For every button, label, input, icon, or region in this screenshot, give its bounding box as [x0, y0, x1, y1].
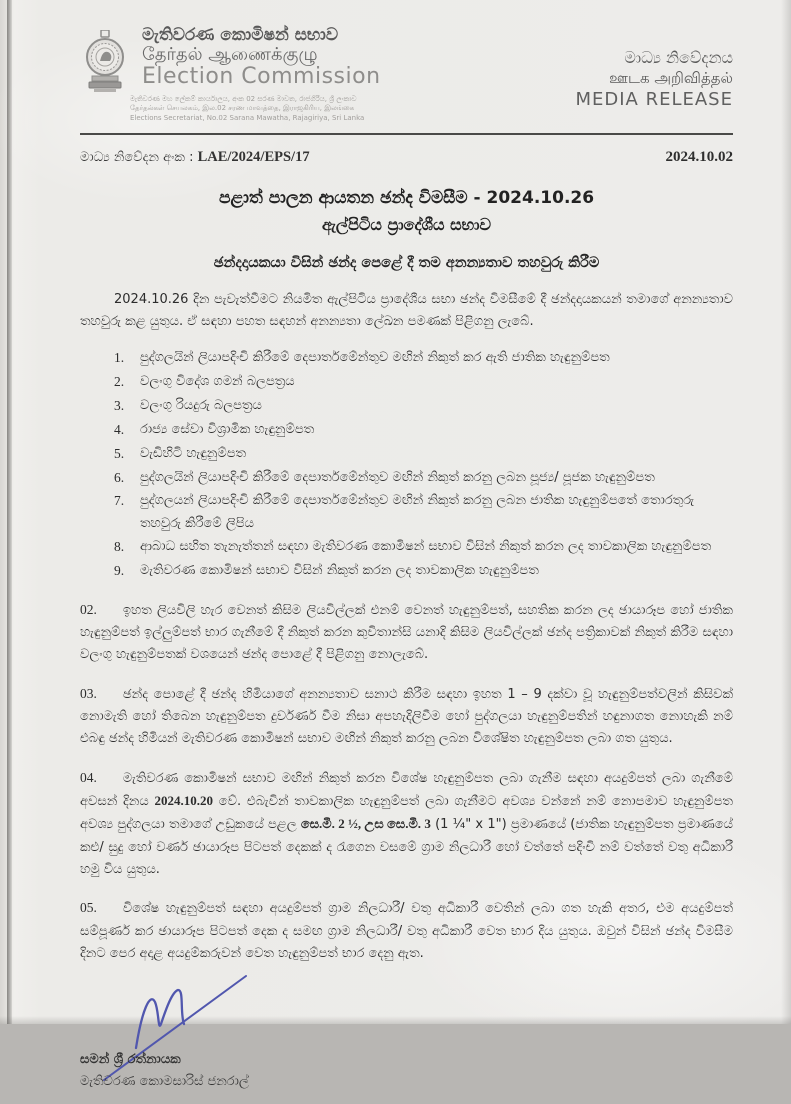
- org-name-tamil: தேர்தல் ஆணைக்குழு: [142, 44, 318, 66]
- list-item-number: 2.: [114, 373, 125, 389]
- list-item-number: 8.: [114, 538, 125, 554]
- reference-row: [80, 149, 733, 166]
- list-item: [114, 395, 733, 418]
- header-divider-rule: [80, 133, 733, 135]
- list-item-number: 1.: [114, 349, 125, 365]
- title-line-1: පළාත් පාලන ආයතන ඡන්ද විමසීම - 2024.10.26: [218, 188, 595, 209]
- numbered-paragraphs: [80, 598, 733, 966]
- document-subtitle: ඡන්දදායකයා විසින් ඡන්ද පෙළේ දී තම අනන්‍යතාව තහවුරු කිරීම: [213, 255, 600, 272]
- media-release-tamil: ஊடக அறிவித்தல்: [609, 68, 733, 87]
- numbered-paragraph: [80, 598, 733, 667]
- list-item-number: 9.: [114, 562, 125, 578]
- list-item: [114, 443, 733, 466]
- election-commission-emblem-logo: [80, 30, 130, 94]
- title-line-2: ඇල්පිටිය ප්‍රාදේශීය සභාව: [322, 215, 491, 235]
- letterhead: [80, 26, 733, 123]
- list-item-text: වලංගු විදේශ ගමන් බලපත්‍රය: [140, 373, 295, 389]
- document-title: [80, 188, 733, 235]
- org-name-sinhala: මැතිවරණ කොමිෂන් සභාව: [142, 25, 339, 45]
- signatory-name: සමන් ශ්‍රී රත්නායක: [80, 1051, 181, 1067]
- list-item-text: මැතිවරණ කොමිෂන් සභාව විසින් නිකුත් කරන ලද තාවකාලික හැඳුනුම්පත: [140, 562, 539, 578]
- numbered-paragraph: [80, 682, 733, 751]
- list-item-number: 5.: [114, 445, 125, 461]
- paragraph-number: 02.: [80, 601, 97, 617]
- paragraph-bold-segment: 2024.10.20: [154, 793, 213, 809]
- list-item-text: වලංගු රියදුරු බලපත්‍රය: [140, 397, 262, 413]
- list-item: [114, 419, 733, 442]
- list-item: [114, 490, 733, 534]
- signature-block: [80, 974, 733, 1104]
- reference-number: LAE/2024/EPS/17: [197, 149, 310, 166]
- paragraph-number: 05.: [80, 900, 97, 916]
- scan-edge-shadow-left: [7, 0, 12, 1024]
- paragraph-segment: මැතිවරණ කොමිෂන් සභාව මඟින් නිකුත් කරන විශේෂ හැඳුනුම්පත ලබා ගැනීම සඳහා අයදුම්පත් ලබා ගැනීමේ අවසන් දිනය: [80, 770, 733, 810]
- org-name-english: Election Commission: [142, 64, 381, 90]
- reference-number-line: [80, 149, 310, 166]
- paragraph-segment: (1 ¼" x 1") ප්‍රමාණයේ (ජාතික හැඳුනුම්පත ප්‍රමාණයේ කළු/ සුදු හෝ වර්ණ ඡායාරූප පිටපත් දෙකක් ද රැගෙන වසමේ ග්‍රාම නිලධාරී හෝ වත්තේ පදිංචි නම් වත්තේ වතු අධිකාරී හමු විය යුතුය.: [80, 817, 733, 878]
- list-item: [114, 467, 733, 490]
- paragraph-segment: වේ. එබැවින් තාවකාලික හැඳුනුම්පත් ලබා ගැනීමට අවශ්‍ය වන්නේ නම් නොපමාව හැඳුනුම්පත අවශ්‍ය පුද්ගලයා තමාගේ උඩුකයේ පළල: [80, 794, 733, 833]
- org-names: [142, 26, 381, 90]
- paragraph-bold-segment: සෙ.මී. 2 ½, උස සෙ.මී. 3: [300, 816, 431, 832]
- paragraph-segment: ඉහත ලියවිලි හැර වෙනත් කිසිම ලියවිල්ලක් එනම් වෙනත් හැඳුනුම්පත්, සහතික කරන ලද ඡායාරූප හෝ ජාතික හැඳුනුම්පත් ඉල්ලුම්පත් භාර ගැනීමේ දී නිකුත් කරන කුවිතාන්සි යනාදි කිසිම ලියවිල්ලක් ඡන්ද පත්‍රිකාවක් නිකුත් කිරීම සඳහා වලංගු හැඳුනුම්පතක් වශයෙන් ඡන්ද පොළේ දී පිළිගනු නොලැබේ.: [80, 602, 733, 663]
- list-item-number: 3.: [114, 397, 125, 413]
- reference-label: මාධ්‍ය නිවේදන අංක :: [80, 150, 194, 166]
- list-item-text: පුද්ගලයින් ලියාපදිංචි කිරීමේ දෙපාර්තමේන්තුව මඟින් නිකුත් කරනු ලබන පූජ්‍ය/ පූජක හැඳුනුම්පත: [140, 469, 655, 485]
- scan-edge-shadow-right: [781, 0, 791, 1024]
- list-item-number: 7.: [114, 493, 125, 509]
- media-release-english: MEDIA RELEASE: [575, 89, 733, 111]
- list-item-text: රාජ්‍ය සේවා විශ්‍රාමික හැඳුනුම්පත: [140, 421, 315, 437]
- identity-documents-list: [80, 347, 733, 583]
- list-item-number: 4.: [114, 421, 125, 437]
- list-item-text: වැඩිහිටි හැඳුනුම්පත: [140, 445, 247, 461]
- release-date: 2024.10.02: [665, 149, 733, 166]
- list-item: [114, 371, 733, 394]
- numbered-paragraph: [80, 896, 733, 965]
- address-sinhala: මැතිවරණ මහ ලේකම් කාර්යාලය, අංක 02 සරණ මාවත, රාජගිරිය, ශ්‍රී ලංකාව: [130, 94, 357, 103]
- numbered-paragraph: [80, 766, 733, 882]
- list-item-text: පුද්ගලයන් ලියාපදිංචි කිරීමේ දෙපාර්තමේන්තුව මඟින් නිකුත් කරනු ලබන ජාතික හැඳුනුම්පතේ තොරතුරු තහවුරු කිරීමේ ලිපිය: [140, 493, 695, 531]
- paragraph-segment: විශේෂ හැඳුනුම්පත් සඳහා අයදුම්පත් ග්‍රාම නිලධාරී/ වතු අධිකාරී වෙතින් ලබා ගත හැකි අතර, එම අයදුම්පත් සම්පූර්ණ කර ඡායාරූප පිටපත් දෙක ද සමඟ ග්‍රාම නිලධාරී/ වතු අධිකාරී වෙත භාර දිය යුතුය. ඔවුන් විසින් ඡන්ද විමසීම දිනට පෙර අදාළ අයදුම්කරුවන් වෙත හැඳුනුම්පත් භාර දෙනු ඇත.: [80, 901, 733, 962]
- address-block: [130, 95, 381, 123]
- paragraph-number: 03.: [80, 685, 97, 701]
- media-release-sinhala: මාධ්‍ය නිවේදනය: [624, 48, 733, 67]
- paragraph-segment: ඡන්ද පොළේ දී ඡන්ද හිමියාගේ අනන්‍යතාව සනාථ කිරීම සඳහා ඉහත 1 – 9 දක්වා වූ හැඳුනුම්පත්වලින් කිසිවක් නොමැති හෝ තිබෙන හැඳුනුම්පත දුර්වර්ණ වීම නිසා අපහැදිලිවීම හෝ පුද්ගලයා හැඳුනුම්පතින් හඳුනාගත නොහැකි නම් එබඳු ඡන්ද හිමියන් මැතිවරණ කොමිෂන් සභාව මඟින් නිකුත් කරනු ලබන විශේෂිත හැඳුනුම්පත ලබා ගත යුතුය.: [80, 686, 733, 747]
- brand-block: [80, 26, 381, 123]
- address-tamil: தேர்தல்கள் செயலகம், இல.02 சரண மாவத்தை, இராஜகிரிய, இலங்கை: [130, 104, 355, 113]
- list-item: [114, 536, 733, 559]
- list-item-text: පුද්ගලයින් ලියාපදිංචි කිරීමේ දෙපාර්තමේන්තුව මඟින් නිකුත් කර ඇති ජාතික හැඳුනුම්පත: [140, 349, 610, 365]
- list-item-text: ආබාධ සහිත තැනැත්තන් සඳහා මැතිවරණ කොමිෂන් සභාව විසින් නිකුත් කරන ලද තාවකාලික හැඳුනුම්පත: [140, 538, 712, 554]
- list-item: [114, 560, 733, 583]
- signatory-title: මැතිවරණ කොමසාරිස් ජනරාල්: [80, 1073, 249, 1089]
- paragraph-number: 04.: [80, 769, 97, 785]
- list-item: [114, 347, 733, 370]
- media-release-block: [575, 48, 733, 112]
- list-item-number: 6.: [114, 469, 125, 485]
- address-english: Elections Secretariat, No.02 Sarana Mawatha, Rajagiriya, Sri Lanka: [130, 113, 365, 122]
- intro-paragraph: 2024.10.26 දින පැවැත්වීමට නියමිත ඇල්පිටිය ප්‍රාදේශීය සභා ඡන්ද විමසීමේ දී ඡන්දදායකයන් තමාගේ අනන්‍යතාව තහවුරු කළ යුතුය. ඒ සඳහා පහත සඳහන් අනන්‍යතා ලේඛන පමණක් පිළිගනු ලැබේ.: [80, 292, 733, 330]
